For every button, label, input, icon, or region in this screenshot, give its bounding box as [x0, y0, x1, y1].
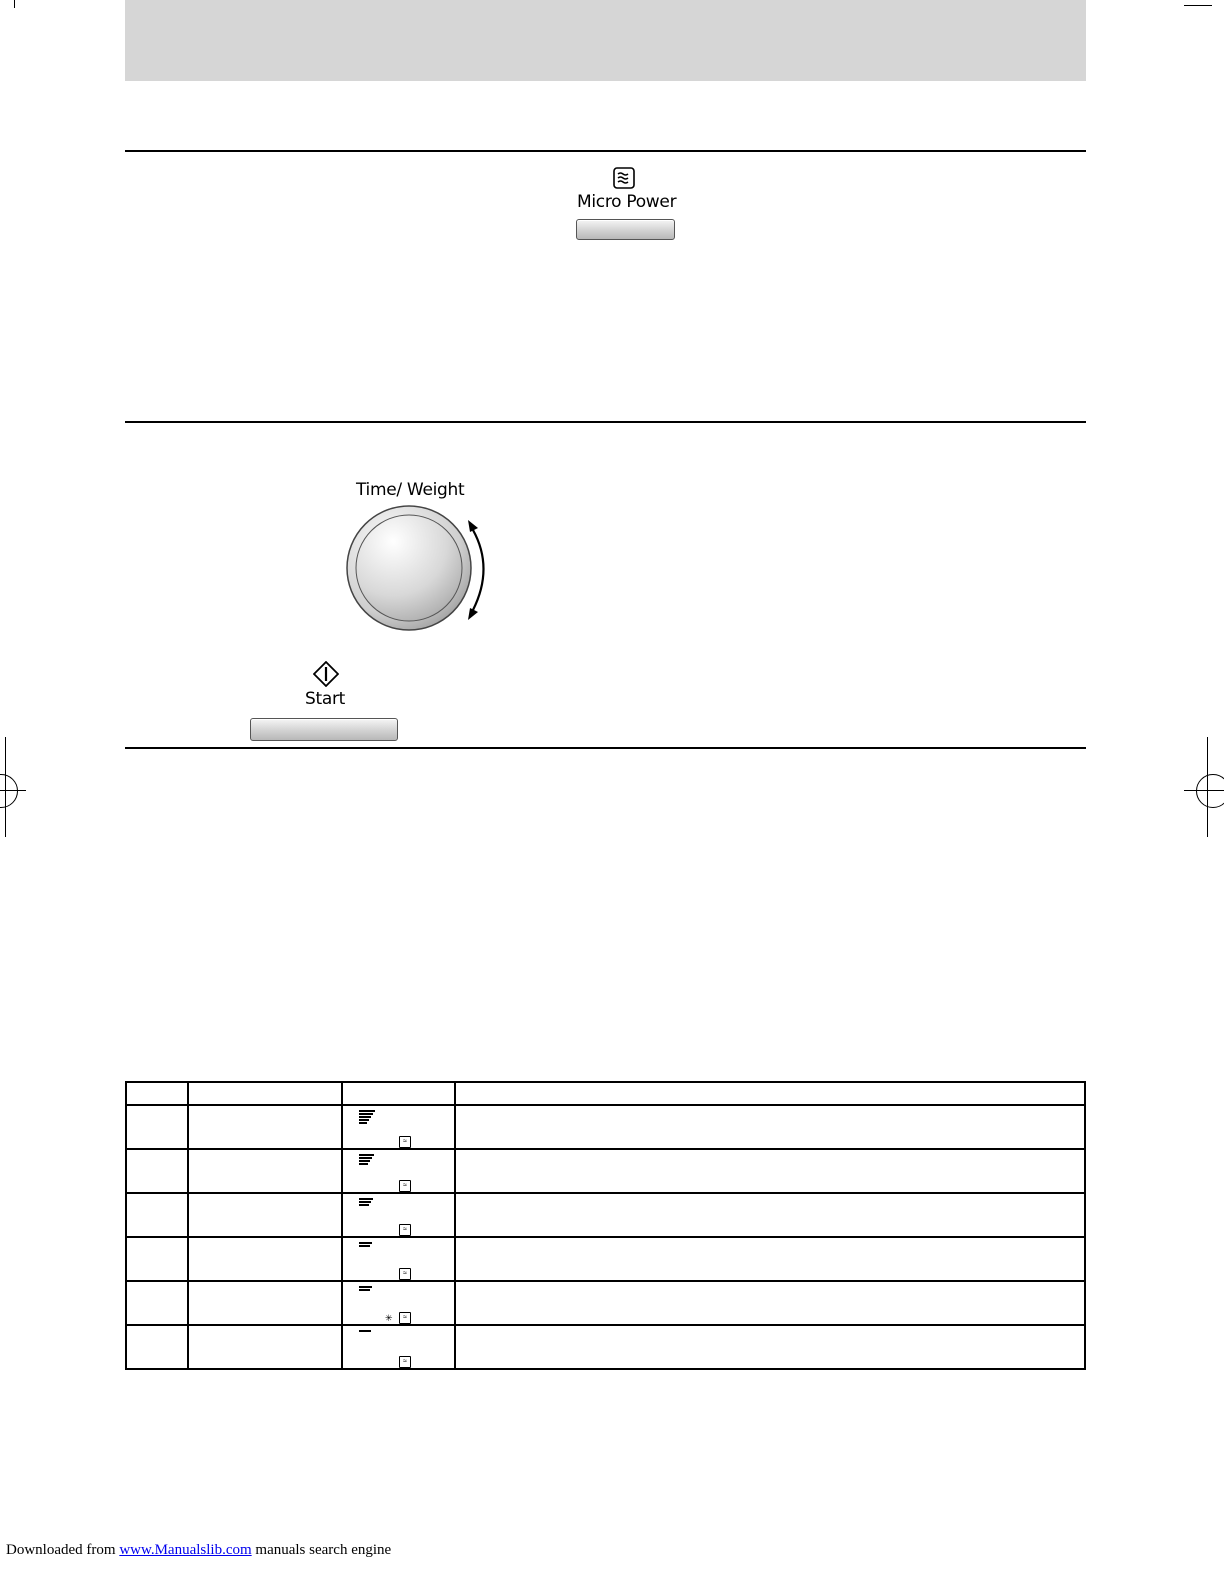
- table-cell: [188, 1105, 342, 1149]
- table-cell: [126, 1325, 188, 1369]
- microwave-icon: ≈: [399, 1356, 411, 1368]
- footer-suffix: manuals search engine: [251, 1542, 392, 1558]
- table-header-cell: [126, 1082, 188, 1105]
- footer-prefix: Downloaded from: [6, 1542, 120, 1558]
- section-divider: [125, 747, 1086, 749]
- manualslib-link[interactable]: www.Manualslib.com: [119, 1542, 252, 1558]
- time-weight-label: Time/ Weight: [356, 480, 465, 500]
- section-divider: [125, 150, 1086, 152]
- section-divider: [125, 421, 1086, 423]
- power-bar: [359, 1116, 371, 1118]
- table-row: [126, 1237, 1085, 1281]
- power-bar: [359, 1113, 373, 1115]
- power-level-bars-icon: [359, 1242, 372, 1248]
- power-bar: [359, 1330, 371, 1332]
- power-bar: [359, 1154, 374, 1156]
- table-cell: [455, 1149, 1085, 1193]
- header-band: [125, 0, 1086, 81]
- table-cell: [188, 1149, 342, 1193]
- table-cell: [455, 1193, 1085, 1237]
- table-cell: [342, 1281, 455, 1325]
- table-row: [126, 1105, 1085, 1149]
- power-bar: [359, 1201, 371, 1203]
- start-diamond-icon: [313, 661, 339, 692]
- microwave-icon: ≈: [399, 1180, 411, 1192]
- power-bar: [359, 1289, 370, 1291]
- table-header-cell: [342, 1082, 455, 1105]
- table-cell: [455, 1237, 1085, 1281]
- table-cell: [126, 1281, 188, 1325]
- table-cell: [126, 1193, 188, 1237]
- power-level-table: [125, 1081, 1086, 1370]
- power-bar: [359, 1245, 370, 1247]
- time-weight-dial[interactable]: [345, 505, 473, 638]
- power-bar: [359, 1119, 369, 1121]
- table-cell: [342, 1237, 455, 1281]
- power-bar: [359, 1242, 372, 1244]
- download-footer: [6, 1542, 391, 1559]
- table-header-cell: [455, 1082, 1085, 1105]
- power-bar: [359, 1163, 368, 1165]
- table-cell: [126, 1105, 188, 1149]
- table-cell: [455, 1281, 1085, 1325]
- table-cell: [342, 1105, 455, 1149]
- table-header-cell: [188, 1082, 342, 1105]
- table-cell: [455, 1325, 1085, 1369]
- micro-power-label: Micro Power: [577, 192, 677, 212]
- defrost-icon: ✳: [385, 1313, 392, 1323]
- table-cell: [188, 1237, 342, 1281]
- registration-circle: [0, 774, 18, 808]
- micro-power-button[interactable]: [576, 219, 675, 240]
- crop-mark: [1184, 5, 1212, 6]
- registration-circle: [1196, 774, 1224, 808]
- start-button[interactable]: [250, 718, 398, 741]
- power-bar: [359, 1204, 369, 1206]
- power-level-bars-icon: [359, 1110, 375, 1125]
- table-cell: [188, 1193, 342, 1237]
- table-cell: [188, 1325, 342, 1369]
- power-level-bars-icon: [359, 1198, 373, 1207]
- microwave-icon: ≈: [399, 1224, 411, 1236]
- power-bar: [359, 1286, 372, 1288]
- crop-mark: [14, 0, 15, 8]
- table-header-row: [126, 1082, 1085, 1105]
- rotate-arrows-icon: [464, 518, 494, 627]
- table-row: [126, 1193, 1085, 1237]
- table-cell: [342, 1193, 455, 1237]
- table-cell: [342, 1149, 455, 1193]
- table-row: [126, 1149, 1085, 1193]
- power-bar: [359, 1160, 370, 1162]
- power-level-bars-icon: [359, 1286, 372, 1292]
- microwave-icon: ≈: [399, 1312, 411, 1324]
- microwave-icon: ≈: [399, 1136, 411, 1148]
- power-bar: [359, 1157, 372, 1159]
- power-bar: [359, 1122, 367, 1124]
- table-cell: [126, 1237, 188, 1281]
- table-cell: [188, 1281, 342, 1325]
- table-row: [126, 1325, 1085, 1369]
- microwave-icon: ≈: [399, 1268, 411, 1280]
- table-cell: [455, 1105, 1085, 1149]
- power-level-bars-icon: [359, 1330, 371, 1333]
- power-bar: [359, 1110, 375, 1112]
- power-bar: [359, 1198, 373, 1200]
- table-cell: [342, 1325, 455, 1369]
- microwave-icon: [613, 167, 635, 194]
- start-label: Start: [305, 689, 346, 709]
- table-row: [126, 1281, 1085, 1325]
- table-cell: [126, 1149, 188, 1193]
- power-level-bars-icon: [359, 1154, 374, 1166]
